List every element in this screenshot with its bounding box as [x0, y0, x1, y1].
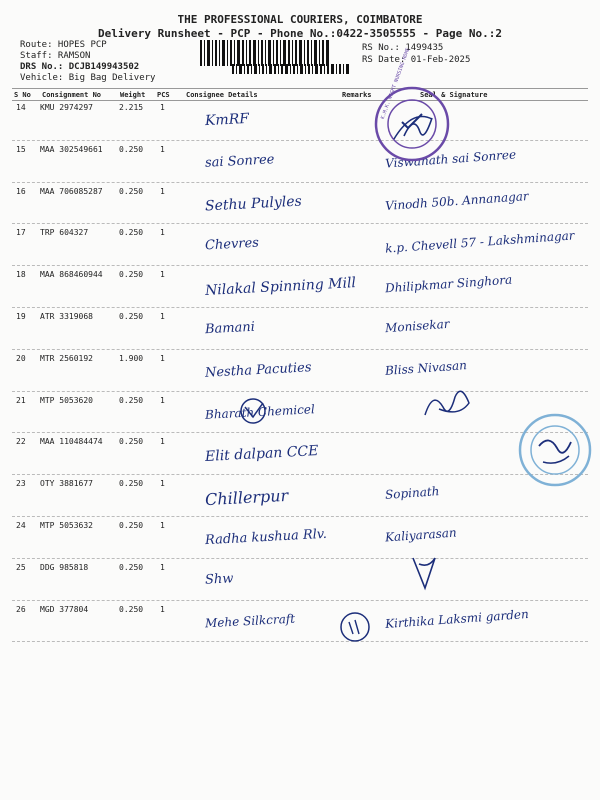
row-sno: 22 — [16, 437, 26, 447]
row-weight: 0.250 — [119, 521, 144, 530]
row-signature-handwriting: Sopinath — [384, 484, 440, 503]
blue-seal-stamp — [515, 410, 595, 490]
row-signature-handwriting: Bliss Nivasan — [384, 357, 468, 378]
row-weight: 1.900 — [119, 353, 144, 363]
row-signature-handwriting: Vinodh 50b. Annanagar — [384, 188, 530, 213]
row-divider — [12, 516, 588, 517]
row-consignment-no: MTP 5053620 — [40, 395, 93, 405]
staff-label: Staff: RAMSON — [20, 51, 91, 61]
row-consignment-no: MTR 2560192 — [40, 353, 93, 363]
row-consignee-handwriting: Chevres — [204, 235, 260, 254]
scribble-signature-21 — [420, 385, 475, 425]
row-pcs: 1 — [160, 186, 165, 196]
row-pcs: 1 — [160, 521, 165, 530]
row-pcs: 1 — [160, 353, 165, 363]
row-consignee-handwriting: Nilakal Spinning Mill — [204, 275, 357, 300]
row-consignment-no: DDG 985818 — [40, 562, 89, 572]
row-consignee-handwriting: sai Sonree — [204, 151, 275, 171]
route-label: Route: HOPES PCP — [20, 40, 107, 50]
col-pcs: PCS — [157, 91, 170, 99]
row-consignment-no: MAA 302549661 — [40, 144, 103, 154]
row-sno: 14 — [16, 103, 26, 112]
scribble-signature-25 — [405, 550, 445, 595]
row-consignee-handwriting: Mehe Silkcraft — [204, 611, 296, 630]
row-pcs: 1 — [160, 144, 165, 154]
row-consignee-handwriting: Bamani — [204, 319, 256, 338]
row-consignee-handwriting: KmRF — [204, 110, 250, 130]
col-consignment: Consignment No — [42, 91, 102, 99]
seal-stamp-text: K.M.K. NIGHT NURSING HOME — [380, 47, 412, 121]
rs-date: RS Date: 01-Feb-2025 — [362, 55, 471, 65]
col-remarks: Remarks — [342, 91, 372, 99]
row-weight: 0.250 — [119, 270, 144, 280]
row-weight: 2.215 — [119, 103, 144, 112]
rs-number: RS No.: 1499435 — [362, 43, 444, 53]
barcode-right — [232, 64, 352, 74]
row-consignment-no: MGD 377804 — [40, 604, 89, 614]
row-pcs: 1 — [160, 103, 165, 112]
scribble-signature-26 — [335, 610, 375, 645]
row-weight: 0.250 — [119, 395, 144, 405]
row-pcs: 1 — [160, 228, 165, 238]
row-sno: 18 — [16, 270, 26, 280]
scribble-signature-14 — [398, 108, 438, 148]
row-sno: 25 — [16, 562, 26, 572]
company-title: THE PROFESSIONAL COURIERS, COIMBATORE — [177, 13, 423, 26]
row-divider — [12, 600, 588, 601]
col-signature: Seal & Signature — [420, 91, 488, 99]
row-sno: 19 — [16, 312, 26, 321]
row-consignment-no: MTP 5053632 — [40, 521, 93, 530]
row-sno: 17 — [16, 228, 26, 238]
row-weight: 0.250 — [119, 437, 144, 447]
row-signature-handwriting: Monisekar — [384, 316, 450, 336]
row-weight: 0.250 — [119, 186, 144, 196]
row-consignee-handwriting: Radha kushua Rlv. — [204, 526, 328, 549]
row-pcs: 1 — [160, 604, 165, 614]
drs-number: DRS No.: DCJB149943502 — [20, 62, 140, 72]
row-weight: 0.250 — [119, 479, 144, 489]
row-divider — [12, 474, 588, 475]
col-consignee: Consignee Details — [186, 91, 258, 99]
row-consignment-no: TRP 604327 — [40, 228, 89, 238]
header-rule-bottom — [12, 100, 588, 101]
row-sno: 16 — [16, 186, 26, 196]
row-divider — [12, 182, 588, 183]
row-pcs: 1 — [160, 479, 165, 489]
row-weight: 0.250 — [119, 562, 144, 572]
col-weight: Weight — [120, 91, 146, 99]
row-weight: 0.250 — [119, 604, 144, 614]
row-consignment-no: MAA 110484474 — [40, 437, 103, 447]
row-consignee-handwriting: Nestha Pacuties — [204, 360, 312, 381]
row-pcs: 1 — [160, 312, 165, 321]
row-consignment-no: MAA 868460944 — [40, 270, 103, 280]
row-signature-handwriting: k.p. Chevell 57 - Lakshminagar — [384, 228, 575, 256]
row-pcs: 1 — [160, 437, 165, 447]
row-divider — [12, 558, 588, 559]
row-divider — [12, 223, 588, 224]
row-consignment-no: ATR 3319068 — [40, 312, 93, 321]
row-consignee-handwriting: Sethu Pulyles — [204, 193, 303, 215]
row-divider — [12, 349, 588, 350]
row-sno: 15 — [16, 144, 26, 154]
row-weight: 0.250 — [119, 144, 144, 154]
row-weight: 0.250 — [119, 228, 144, 238]
row-consignee-handwriting: Chillerpur — [204, 486, 289, 510]
row-divider — [12, 391, 588, 392]
col-sno: S No — [14, 91, 31, 99]
row-divider — [12, 265, 588, 266]
scribble-signature-21b — [235, 395, 275, 430]
barcode-left — [200, 40, 330, 66]
row-sno: 26 — [16, 604, 26, 614]
row-signature-handwriting: Kaliyarasan — [384, 525, 458, 545]
row-sno: 24 — [16, 521, 26, 530]
row-divider — [12, 432, 588, 433]
row-consignee-handwriting: Elit dalpan CCE — [204, 443, 319, 466]
row-consignment-no: MAA 706085287 — [40, 186, 103, 196]
row-pcs: 1 — [160, 395, 165, 405]
row-pcs: 1 — [160, 270, 165, 280]
row-signature-handwriting: Kirthika Laksmi garden — [384, 606, 530, 631]
vehicle-label: Vehicle: Big Bag Delivery — [20, 73, 156, 83]
row-consignment-no: OTY 3881677 — [40, 479, 93, 489]
row-consignee-handwriting: Shw — [204, 571, 234, 588]
row-sno: 23 — [16, 479, 26, 489]
header-rule-top — [12, 88, 588, 89]
row-signature-handwriting: Viswanath sai Sonree — [384, 147, 517, 171]
row-divider — [12, 307, 588, 308]
row-consignment-no: KMU 2974297 — [40, 103, 93, 112]
row-divider — [12, 641, 588, 642]
row-sno: 20 — [16, 353, 26, 363]
row-signature-handwriting: Dhilipkmar Singhora — [384, 272, 513, 296]
row-weight: 0.250 — [119, 312, 144, 321]
runsheet-subtitle: Delivery Runsheet - PCP - Phone No.:0422-3505555 - Page No.:2 — [98, 27, 502, 40]
row-divider — [12, 140, 588, 141]
row-sno: 21 — [16, 395, 26, 405]
row-consignee-handwriting: Bharath Chemicel — [204, 401, 316, 422]
row-pcs: 1 — [160, 562, 165, 572]
